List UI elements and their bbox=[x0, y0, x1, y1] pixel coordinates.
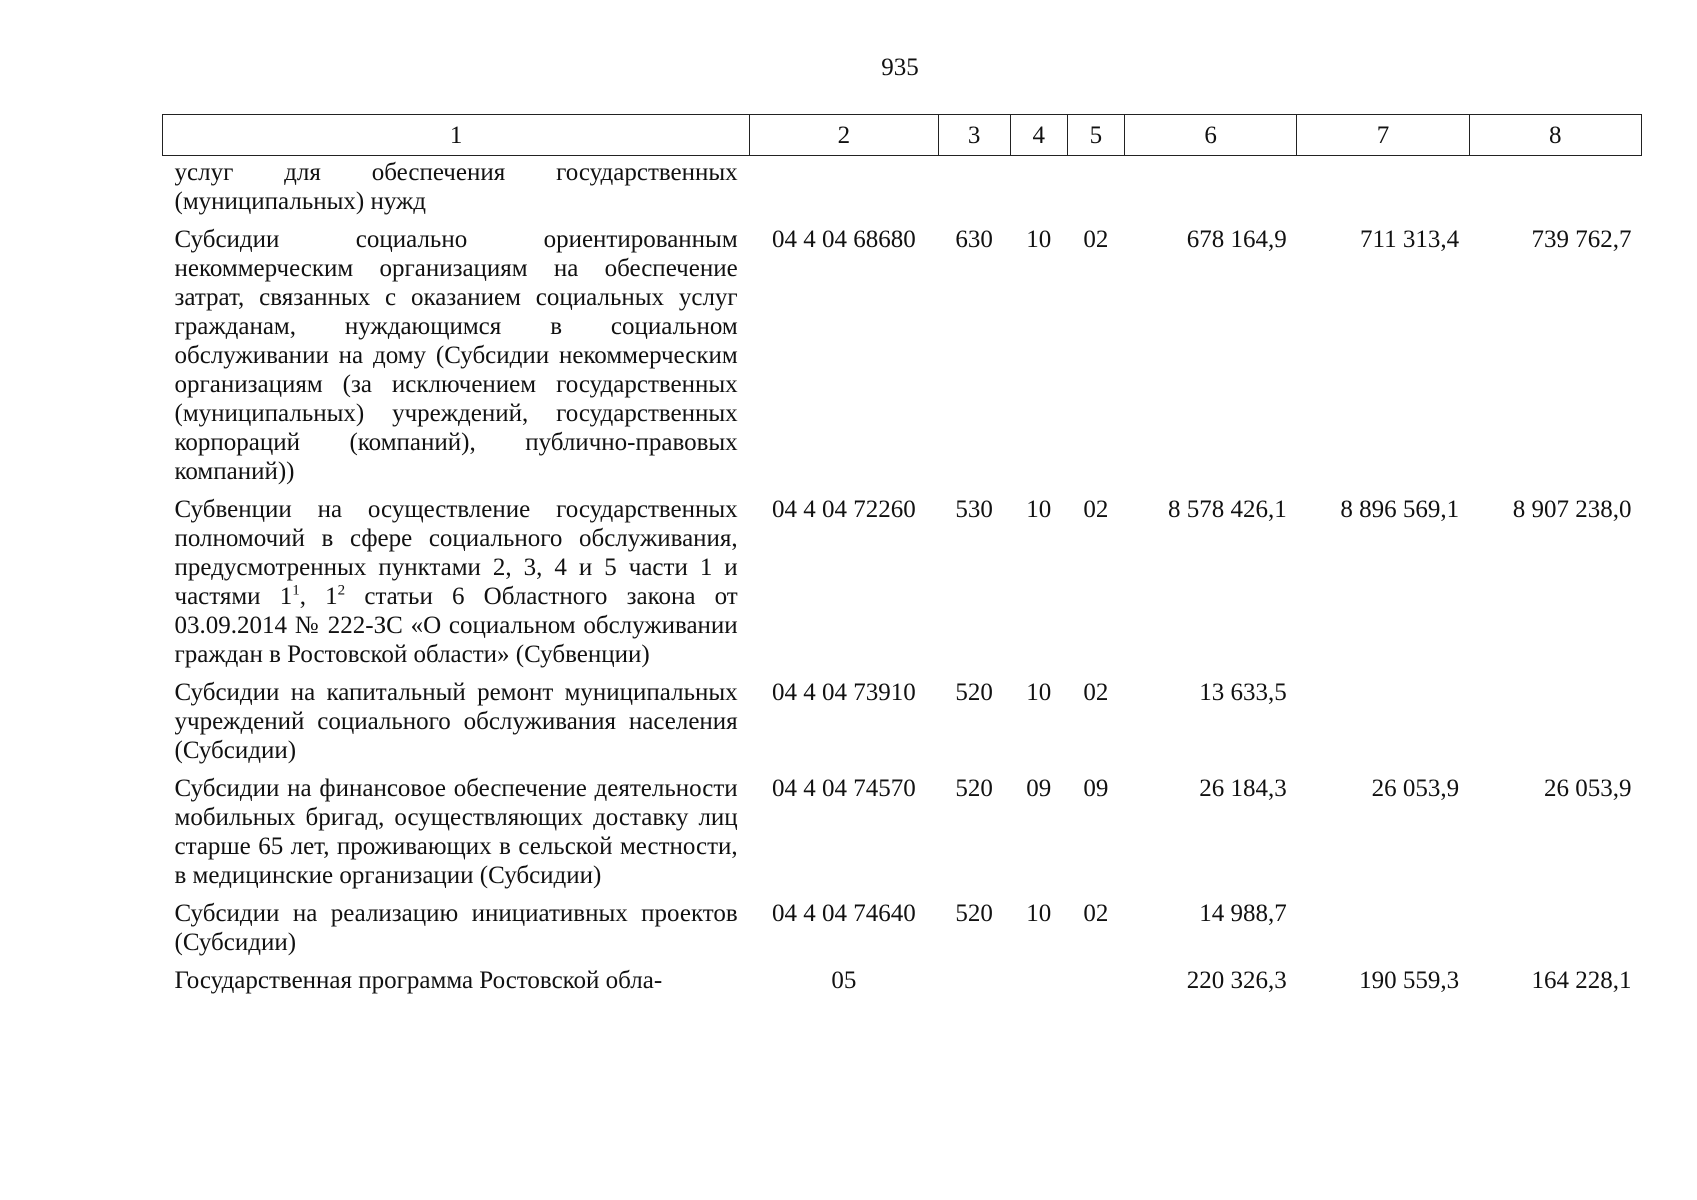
row-description-part: статьи 6 Областного закона от 03.09.2014 № 222-ЗС «О социальном обслуживании граждан в Ростовской области» (Субвенции) bbox=[174, 583, 738, 668]
header-cell-1: 1 bbox=[163, 115, 750, 156]
subsection-code bbox=[1067, 964, 1124, 1002]
subsection-code: 02 bbox=[1083, 496, 1109, 523]
expense-type-code: 530 bbox=[955, 496, 993, 523]
row-description: Государственная программа Ростовской обла- bbox=[174, 967, 663, 994]
header-cell-8: 8 bbox=[1469, 115, 1641, 156]
amount-col7 bbox=[1297, 156, 1469, 224]
expense-type-code bbox=[938, 964, 1010, 1002]
header-cell-7: 7 bbox=[1297, 115, 1469, 156]
subsection-code bbox=[1067, 156, 1124, 224]
amount-col8: 164 228,1 bbox=[1531, 967, 1632, 994]
amount-col7 bbox=[1297, 676, 1469, 772]
section-code: 10 bbox=[1026, 900, 1052, 927]
expense-type-code: 520 bbox=[955, 679, 993, 706]
amount-col6 bbox=[1124, 156, 1296, 224]
row-description: Субсидии социально ориентированным некоммерческим организациям на обеспечение затрат, связанных с оказанием социальных услуг гражданам, нуждающимся в социальном обслуживании на дому (Субсидии некоммерческим организациям (за исключением государственных (муниципальных) учреждений, государственных корпораций (компаний), публично-правовых компаний)) bbox=[174, 226, 738, 485]
amount-col6: 8 578 426,1 bbox=[1168, 496, 1287, 523]
expense-type-code bbox=[938, 156, 1010, 224]
section-code bbox=[1010, 964, 1067, 1002]
amount-col8 bbox=[1469, 676, 1641, 772]
amount-col8: 8 907 238,0 bbox=[1512, 496, 1632, 523]
amount-col7 bbox=[1297, 897, 1469, 964]
table-row bbox=[163, 897, 1642, 964]
section-code: 09 bbox=[1026, 775, 1052, 802]
target-article-code: 04 4 04 73910 bbox=[772, 679, 916, 706]
amount-col7: 190 559,3 bbox=[1359, 967, 1460, 994]
amount-col6: 678 164,9 bbox=[1186, 226, 1287, 253]
expense-type-code: 630 bbox=[955, 226, 993, 253]
section-code: 10 bbox=[1026, 496, 1052, 523]
superscript: 2 bbox=[337, 582, 346, 599]
section-code: 10 bbox=[1026, 679, 1052, 706]
row-description: Субсидии на капитальный ремонт муниципальных учреждений социального обслуживания населения (Субсидии) bbox=[174, 679, 738, 764]
table-header bbox=[163, 115, 1642, 156]
amount-col7: 26 053,9 bbox=[1371, 775, 1460, 802]
amount-col8: 739 762,7 bbox=[1531, 226, 1632, 253]
page-number: 935 bbox=[881, 54, 919, 81]
target-article-code bbox=[750, 156, 938, 224]
amount-col7: 711 313,4 bbox=[1360, 226, 1460, 253]
table-body bbox=[163, 156, 1642, 1003]
superscript: 1 bbox=[292, 582, 300, 599]
header-cell-2: 2 bbox=[750, 115, 938, 156]
amount-col6: 26 184,3 bbox=[1199, 775, 1287, 802]
table-row bbox=[163, 156, 1642, 224]
subsection-code: 02 bbox=[1083, 679, 1109, 706]
target-article-code: 04 4 04 74640 bbox=[772, 900, 916, 927]
section-code bbox=[1010, 156, 1067, 224]
expense-type-code: 520 bbox=[955, 900, 993, 927]
row-description: Субсидии на финансовое обеспечение деятельности мобильных бригад, осуществляющих доставку лиц старше 65 лет, проживающих в сельской местности, в медицинские организации (Субсидии) bbox=[174, 775, 738, 889]
amount-col8 bbox=[1469, 897, 1641, 964]
subsection-code: 02 bbox=[1083, 226, 1109, 253]
row-description: услуг для обеспечения государственных (муниципальных) нужд bbox=[174, 159, 738, 215]
amount-col6: 14 988,7 bbox=[1199, 900, 1287, 927]
header-cell-6: 6 bbox=[1124, 115, 1296, 156]
section-code: 10 bbox=[1026, 226, 1052, 253]
target-article-code: 04 4 04 68680 bbox=[772, 226, 916, 253]
amount-col7: 8 896 569,1 bbox=[1340, 496, 1460, 523]
amount-col6: 220 326,3 bbox=[1186, 967, 1287, 994]
row-description-part: , 1 bbox=[299, 583, 338, 610]
row-description-part: Субвенции на осуществление государственных полномочий в сфере социального обслуживания, предусмотренных пунктами 2, 3, 4 и 5 части 1 и частями 1 bbox=[174, 496, 738, 610]
target-article-code: 04 4 04 72260 bbox=[772, 496, 916, 523]
subsection-code: 09 bbox=[1083, 775, 1109, 802]
row-description: Субсидии на реализацию инициативных проектов (Субсидии) bbox=[174, 900, 738, 956]
table-row bbox=[163, 676, 1642, 772]
target-article-code: 05 bbox=[831, 967, 857, 994]
table-row bbox=[163, 772, 1642, 897]
expense-type-code: 520 bbox=[955, 775, 993, 802]
header-cell-5: 5 bbox=[1067, 115, 1124, 156]
subsection-code: 02 bbox=[1083, 900, 1109, 927]
header-cell-4: 4 bbox=[1010, 115, 1067, 156]
budget-table bbox=[162, 114, 1642, 1002]
table-row bbox=[163, 493, 1642, 676]
row-description bbox=[163, 493, 750, 676]
header-row bbox=[163, 115, 1642, 156]
table-row bbox=[163, 223, 1642, 493]
table-row bbox=[163, 964, 1642, 1002]
amount-col8: 26 053,9 bbox=[1544, 775, 1632, 802]
header-cell-3: 3 bbox=[938, 115, 1010, 156]
target-article-code: 04 4 04 74570 bbox=[772, 775, 916, 802]
amount-col8 bbox=[1469, 156, 1641, 224]
amount-col6: 13 633,5 bbox=[1199, 679, 1287, 706]
